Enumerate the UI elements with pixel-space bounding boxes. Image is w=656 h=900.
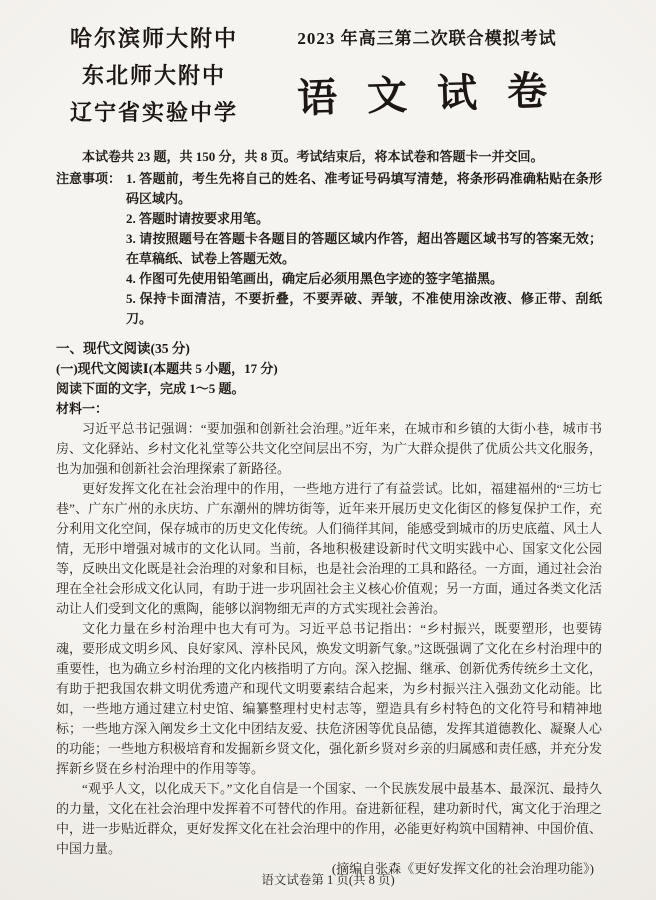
paper-title: 语 文 试 卷 [296,67,558,122]
exam-intro: 本试卷共 23 题，共 150 分，共 8 页。考试结束后，将本试卷和答题卡一并交回。 [82,149,544,164]
page-footer [0,870,656,888]
attribution: (摘编自张森《更好发挥文化的社会治理功能》) [331,861,594,876]
task-line: 阅读下面的文字，完成 1～5 题。 [56,381,245,396]
notice-item-3: 3. 请按照题号在答题卡各题目的答题区域内作答，超出答题区域书写的答案无效；在草稿纸、试卷上答题无效。 [126,231,602,266]
material-paragraph-3: 文化力量在乡村治理中也大有可为。习近平总书记指出：“乡村振兴，既要塑形，也要铸魂，要形成文明乡风、良好家风、淳朴民风，焕发文明新气象。”这既强调了文化在乡村治理中的重要性，也为确立乡村治理的文化内核指明了方向。深入挖掘、继承、创新优秀传统乡土文化，有助于把我国农耕文明优秀遗产和现代文明要素结合起来，为乡村振兴注入强劲文化动能。比如，一些地方通过建立村史馆、编纂整理村史村志等，塑造具有乡村特色的文化符号和精神地标；一些地方深入阐发乡土文化中团结友爱、扶危济困等优良品德，发挥其道德教化、凝聚人心的功能；一些地方积极培育和发掘新乡贤文化，强化新乡贤对乡亲的归属感和责任感，并充分发挥新乡贤在乡村治理中的作用等等。 [56,621,603,776]
page-number-label: 语文试卷第 1 页(共 8 页) [261,873,395,887]
material-paragraph-1: 习近平总书记强调：“要加强和创新社会治理。”近年来，在城市和乡镇的大街小巷，城市书房、文化驿站、乡村文化礼堂等公共文化空间层出不穷，为广大群众提供了优质公共文化服务，也为加强和创新社会治理探索了新路径。 [56,421,603,476]
notice-item-4: 4. 作图可先使用铅笔画出，确定后必须用黑色字迹的签字笔描黑。 [126,271,504,286]
school-list [70,22,238,127]
notice-items [126,169,602,329]
school-name-2: 东北师大附中 [82,63,227,88]
exam-session-title: 2023 年高三第二次联合模拟考试 [297,29,557,48]
material-paragraph-2: 更好发挥文化在社会治理中的作用，一些地方进行了有益尝试。比如，福建福州的“三坊七巷”、广东广州的永庆坊、广东潮州的牌坊街等，近年来开展历史文化街区的修复保护工作，充分利用文化空间，保存城市的历史文化传统。人们徜徉其间，能感受到城市的历史底蕴、风土人情，无形中增强对城市的文化认同。当前，各地积极建设新时代文明实践中心、国家文化公园等，反映出文化既是社会治理的对象和目标，也是社会治理的工具和路径。一方面，通过社会治理在全社会形成文化认同，有助于进一步巩固社会主义核心价值观；另一方面，通过各类文化活动让人们受到文化的熏陶，能够以润物细无声的方式实现社会善治。 [56,481,603,616]
notice-item-1: 1. 答题前，考生先将自己的姓名、准考证号码填写清楚，将条形码准确粘贴在条形码区域内。 [126,171,602,206]
title-block [238,22,616,120]
notice-item-5: 5. 保持卡面清洁，不要折叠，不要弄破、弄皱，不准使用涂改液、修正带、刮纸刀。 [126,291,602,326]
section-subheading: (一)现代文阅读Ⅰ(本题共 5 小题，17 分) [56,361,278,376]
material-paragraph-4: “观乎人文，以化成天下。”文化自信是一个国家、一个民族发展中最基本、最深沉、最持久的力量，文化在社会治理中发挥着不可替代的作用。奋进新征程，建功新时代，寓文化于治理之中，进一步贴近群众，更好发挥文化在社会治理中的作用，必能更好构筑中国精神、中国价值、中国力量。 [56,781,603,856]
notice-label: 注意事项： [56,171,122,186]
notice-item-2: 2. 答题时请按要求用笔。 [126,211,270,226]
paper-header [0,0,656,127]
section-heading: 一、现代文阅读(35 分) [56,341,190,356]
school-name-3: 辽宁省实验中学 [70,100,239,125]
material-label: 材料一： [56,401,109,416]
school-name-1: 哈尔滨师大附中 [70,26,239,51]
paper-body [0,127,656,879]
notice-block [56,169,602,329]
